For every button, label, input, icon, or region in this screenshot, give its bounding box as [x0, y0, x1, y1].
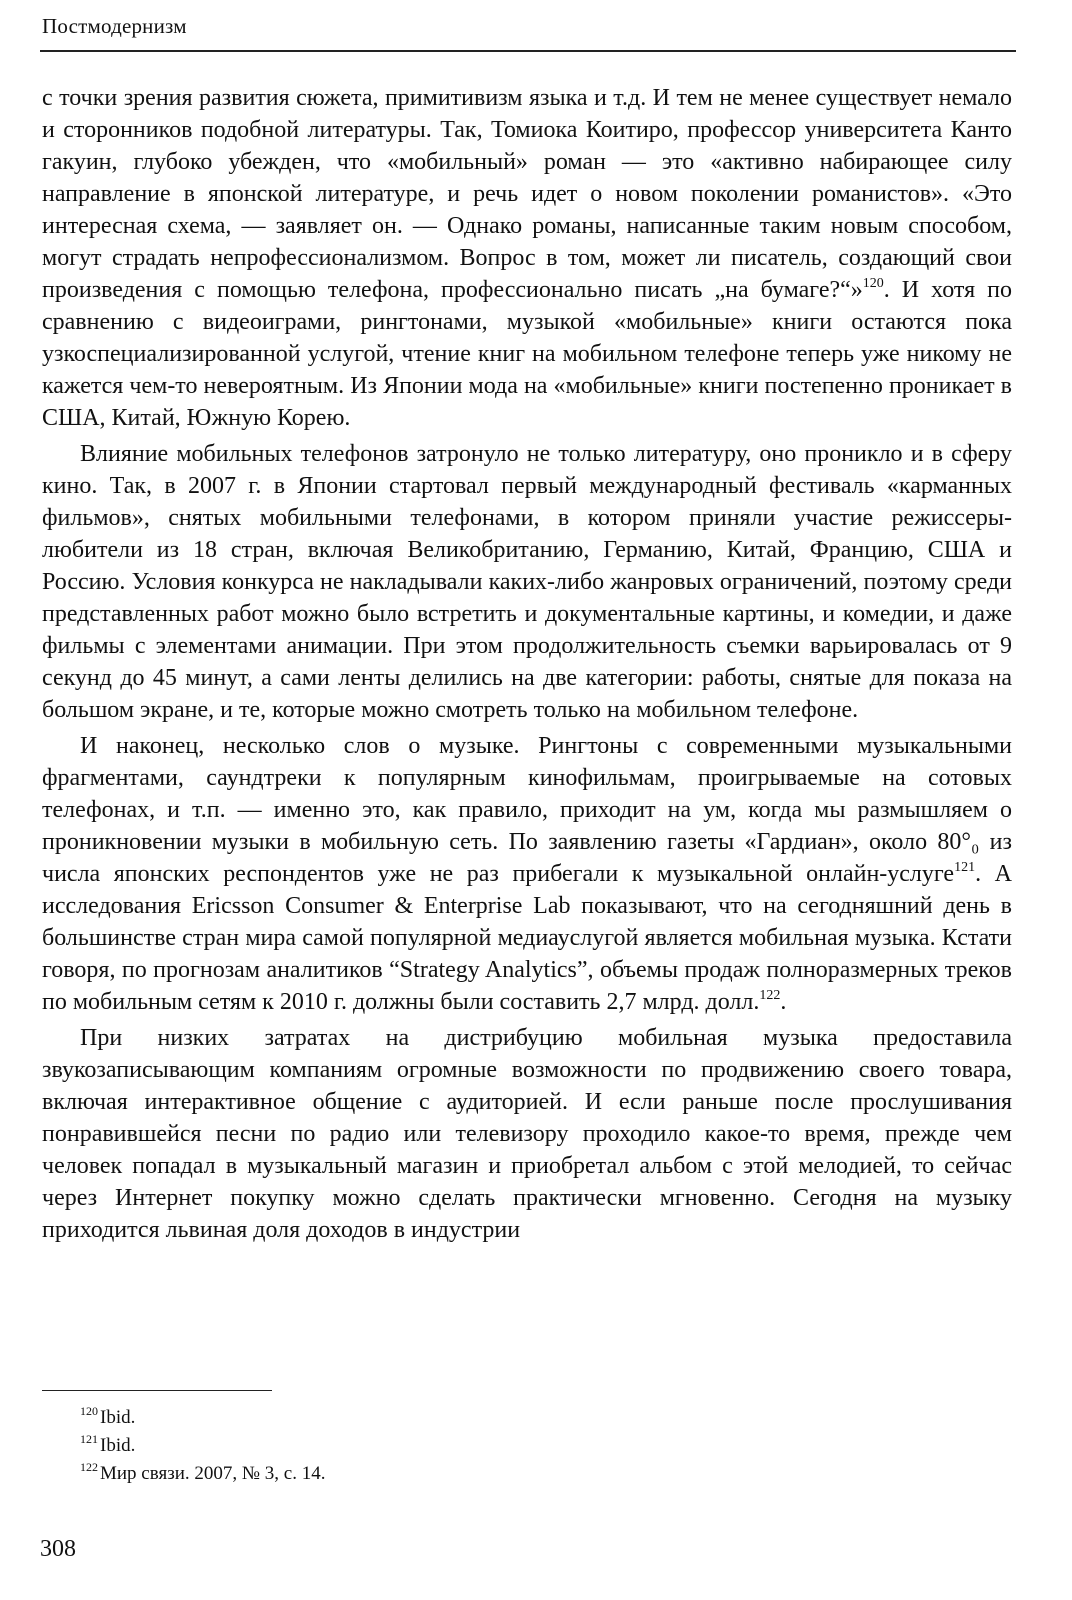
footnote-ref-121[interactable]: 121 — [954, 860, 976, 875]
paragraph-text: . А исследования Ericsson Consumer & Enterprise Lab показывают, что на сегодняшний день в большинстве стран мира самой популярной медиауслугой является мобильная музыка. Кстати говоря, по прогнозам аналитиков “Strategy Analytics”, объемы продаж полноразмерных треков по мобильным сетям к 2010 г. должны были составить 2,7 млрд. долл. — [42, 861, 1012, 1015]
footnote-number: 120 — [80, 1404, 98, 1418]
header-rule — [40, 50, 1016, 52]
page-number: 308 — [40, 1536, 76, 1562]
footnote-number: 122 — [80, 1460, 98, 1474]
footnote-121 — [80, 1432, 325, 1460]
paragraph-text: с точки зрения развития сюжета, примитивизм языка и т.д. И тем не менее существует немало и сторонников подобной литературы. Так, Томиока Коитиро, профессор университета Канто гакуин, глубоко убежден, что «мобильный» роман — это «активно набирающее силу направление в японской литературе, и речь идет о новом поколении романистов». «Это интересная схема, — заявляет он. — Однако романы, написанные таким новым способом, могут страдать непрофессионализмом. Вопрос в том, может ли писатель, создающий свои произведения с помощью телефона, профессионально писать „на бумаге?“» — [42, 85, 1012, 303]
footnote-ref-120[interactable]: 120 — [862, 276, 884, 291]
body-text — [42, 82, 1012, 1250]
footnote-text: Ibid. — [100, 1407, 136, 1428]
footnote-rule — [42, 1390, 272, 1391]
footnote-ref-122[interactable]: 122 — [759, 988, 781, 1003]
paragraph-text: . И хотя по сравнению с видеоиграми, рингтонами, музыкой «мобильные» книги остаются пока узкоспециализированной услугой, чтение книг на мобильном телефоне теперь уже никому не кажется чем-то невероятным. Из Японии мода на «мобильные» книги постепенно проникает в США, Китай, Южную Корею. — [42, 277, 1012, 431]
footnote-text: Мир связи. 2007, № 3, с. 14. — [100, 1463, 326, 1484]
footnotes — [80, 1404, 325, 1488]
paragraph-1 — [42, 82, 1012, 434]
paragraph-text: И наконец, несколько слов о музыке. Рингтоны с современными музыкальными фрагментами, саундтреки к популярным кинофильмам, проигрываемые на сотовых телефонах, и т.п. — именно это, как правило, приходит на ум, когда мы размышляем о проникновении музыки в мобильную сеть. По заявлению газеты «Гардиан», около 80°₀ из числа японских респондентов уже не раз прибегали к музыкальной онлайн-услуге — [42, 733, 1012, 887]
running-head: Постмодернизм — [42, 14, 187, 38]
paragraph-4 — [42, 1022, 1012, 1246]
paragraph-text: . — [780, 989, 787, 1015]
footnote-122 — [80, 1460, 325, 1488]
paragraph-text: Влияние мобильных телефонов затронуло не только литературу, оно проникло и в сферу кино. Так, в 2007 г. в Японии стартовал первый международный фестиваль «карманных фильмов», снятых мобильными телефонами, в котором приняли участие режиссеры-любители из 18 стран, включая Великобританию, Германию, Китай, Францию, США и Россию. Условия конкурса не накладывали каких-либо жанровых ограничений, поэтому среди представленных работ можно было встретить и документальные картины, и комедии, и даже фильмы с элементами анимации. При этом продолжительность съемки варьировалась от 9 секунд до 45 минут, а сами ленты делились на две категории: работы, снятые для показа на большом экране, и те, которые можно смотреть только на мобильном телефоне. — [42, 441, 1012, 723]
paragraph-2 — [42, 438, 1012, 726]
footnote-120 — [80, 1404, 325, 1432]
paragraph-3 — [42, 730, 1012, 1018]
paragraph-text: При низких затратах на дистрибуцию мобильная музыка предоставила звукозаписывающим компаниям огромные возможности по продвижению своего товара, включая интерактивное общение с аудиторией. И если раньше после прослушивания понравившейся песни по радио или телевизору проходило какое-то время, прежде чем человек попадал в музыкальный магазин и приобретал альбом с этой мелодией, то сейчас через Интернет покупку можно сделать практически мгновенно. Сегодня на музыку приходится львиная доля доходов в индустрии — [42, 1025, 1012, 1243]
footnote-number: 121 — [80, 1432, 98, 1446]
footnote-text: Ibid. — [100, 1435, 136, 1456]
